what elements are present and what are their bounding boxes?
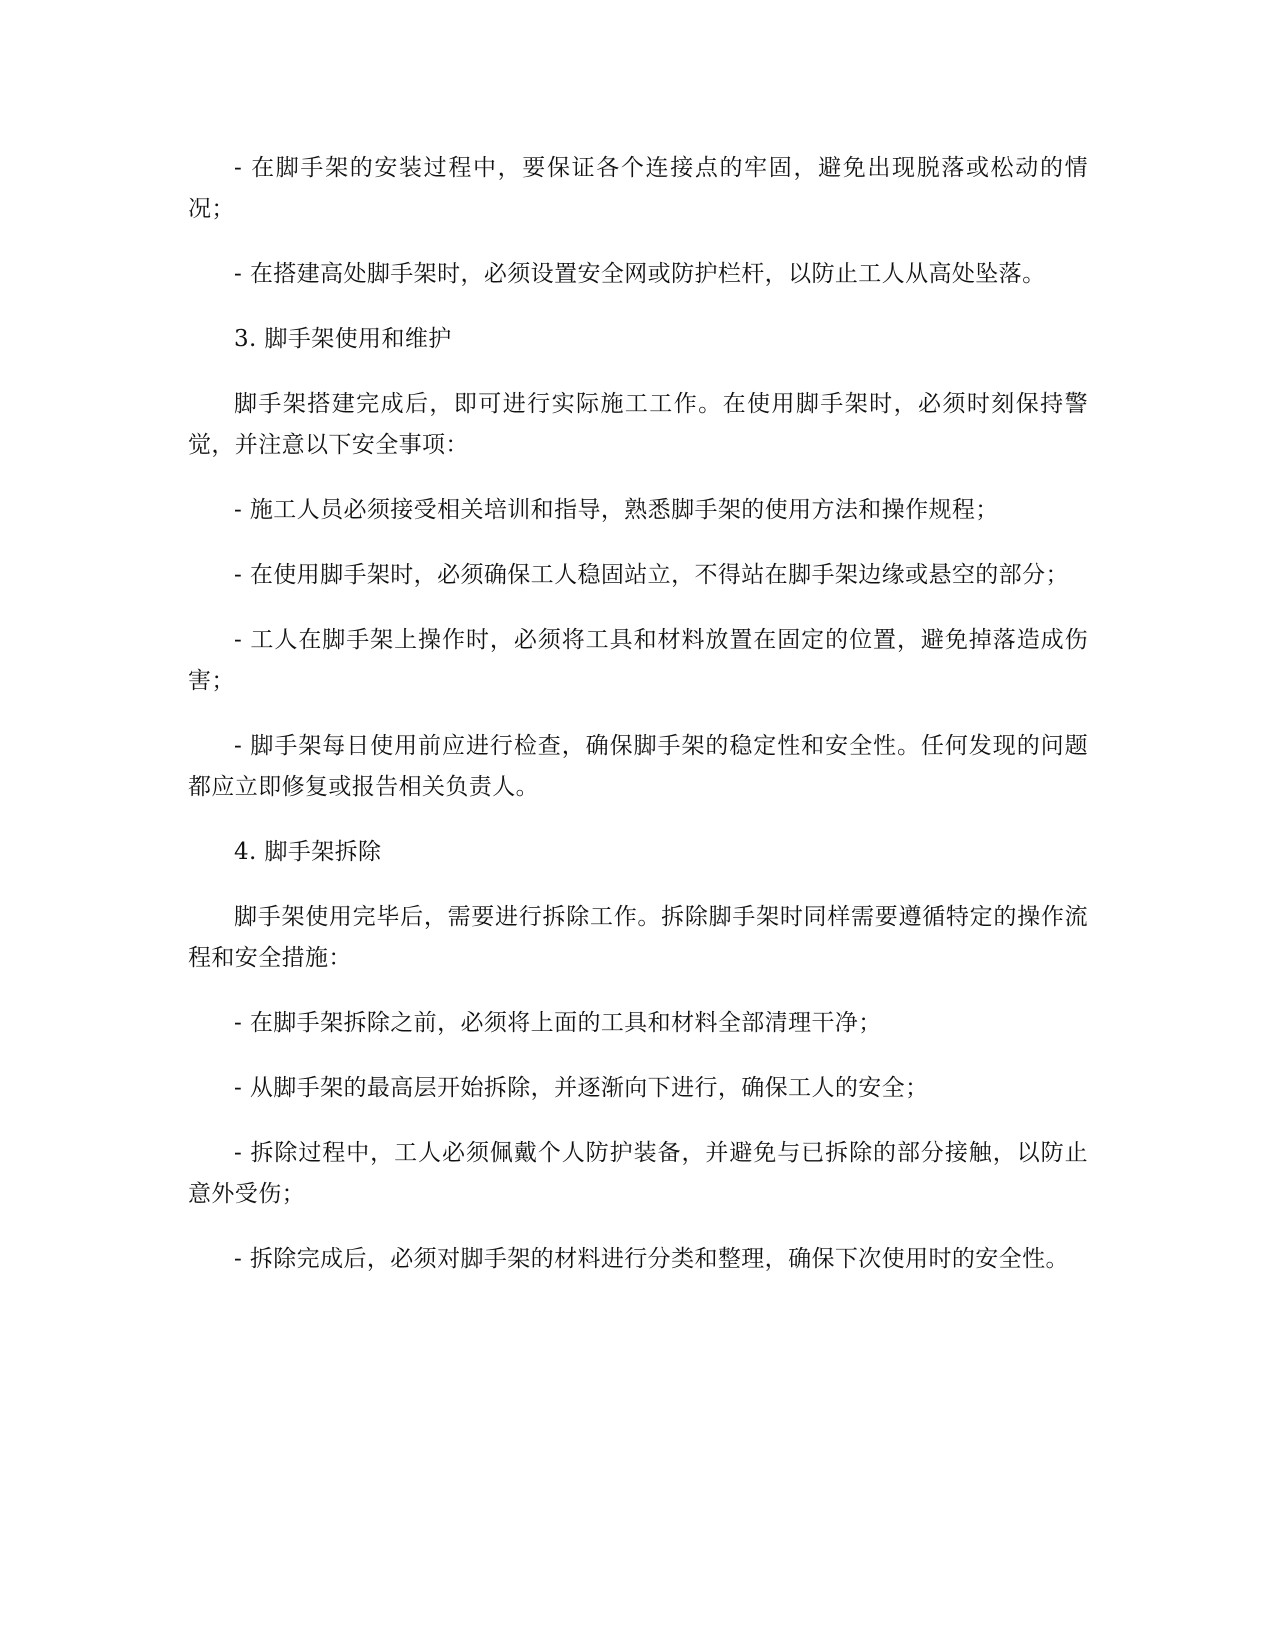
paragraph-protective-equipment: - 拆除过程中，工人必须佩戴个人防护装备，并避免与已拆除的部分接触，以防止意外受伤； (188, 1140, 1088, 1207)
paragraph-top-down: - 从脚手架的最高层开始拆除，并逐渐向下进行，确保工人的安全； (234, 1075, 929, 1101)
paragraph-daily-inspection: - 脚手架每日使用前应进行检查，确保脚手架的稳定性和安全性。任何发现的问题都应立即修复或报告相关负责人。 (188, 733, 1088, 800)
section-heading-dismantling: 4. 脚手架拆除 (234, 839, 382, 865)
paragraph-training: - 施工人员必须接受相关培训和指导，熟悉脚手架的使用方法和操作规程； (234, 497, 999, 523)
section-heading-use-maintenance: 3. 脚手架使用和维护 (234, 326, 452, 352)
document-body (188, 148, 1088, 1304)
paragraph-tools-placement: - 工人在脚手架上操作时，必须将工具和材料放置在固定的位置，避免掉落造成伤害； (188, 627, 1088, 694)
paragraph-clear-materials: - 在脚手架拆除之前，必须将上面的工具和材料全部清理干净； (234, 1010, 882, 1036)
paragraph-dismantling-intro: 脚手架使用完毕后，需要进行拆除工作。拆除脚手架时同样需要遵循特定的操作流程和安全措施： (188, 904, 1088, 971)
paragraph-sort-materials: - 拆除完成后，必须对脚手架的材料进行分类和整理，确保下次使用时的安全性。 (234, 1246, 1069, 1272)
paragraph-high-scaffold-safety-net: - 在搭建高处脚手架时，必须设置安全网或防护栏杆，以防止工人从高处坠落。 (234, 261, 1046, 287)
paragraph-install-connections: - 在脚手架的安装过程中，要保证各个连接点的牢固，避免出现脱落或松动的情况； (188, 155, 1088, 222)
paragraph-use-intro: 脚手架搭建完成后，即可进行实际施工工作。在使用脚手架时，必须时刻保持警觉，并注意以下安全事项： (188, 391, 1088, 458)
paragraph-stand-firmly: - 在使用脚手架时，必须确保工人稳固站立，不得站在脚手架边缘或悬空的部分； (234, 562, 1069, 588)
